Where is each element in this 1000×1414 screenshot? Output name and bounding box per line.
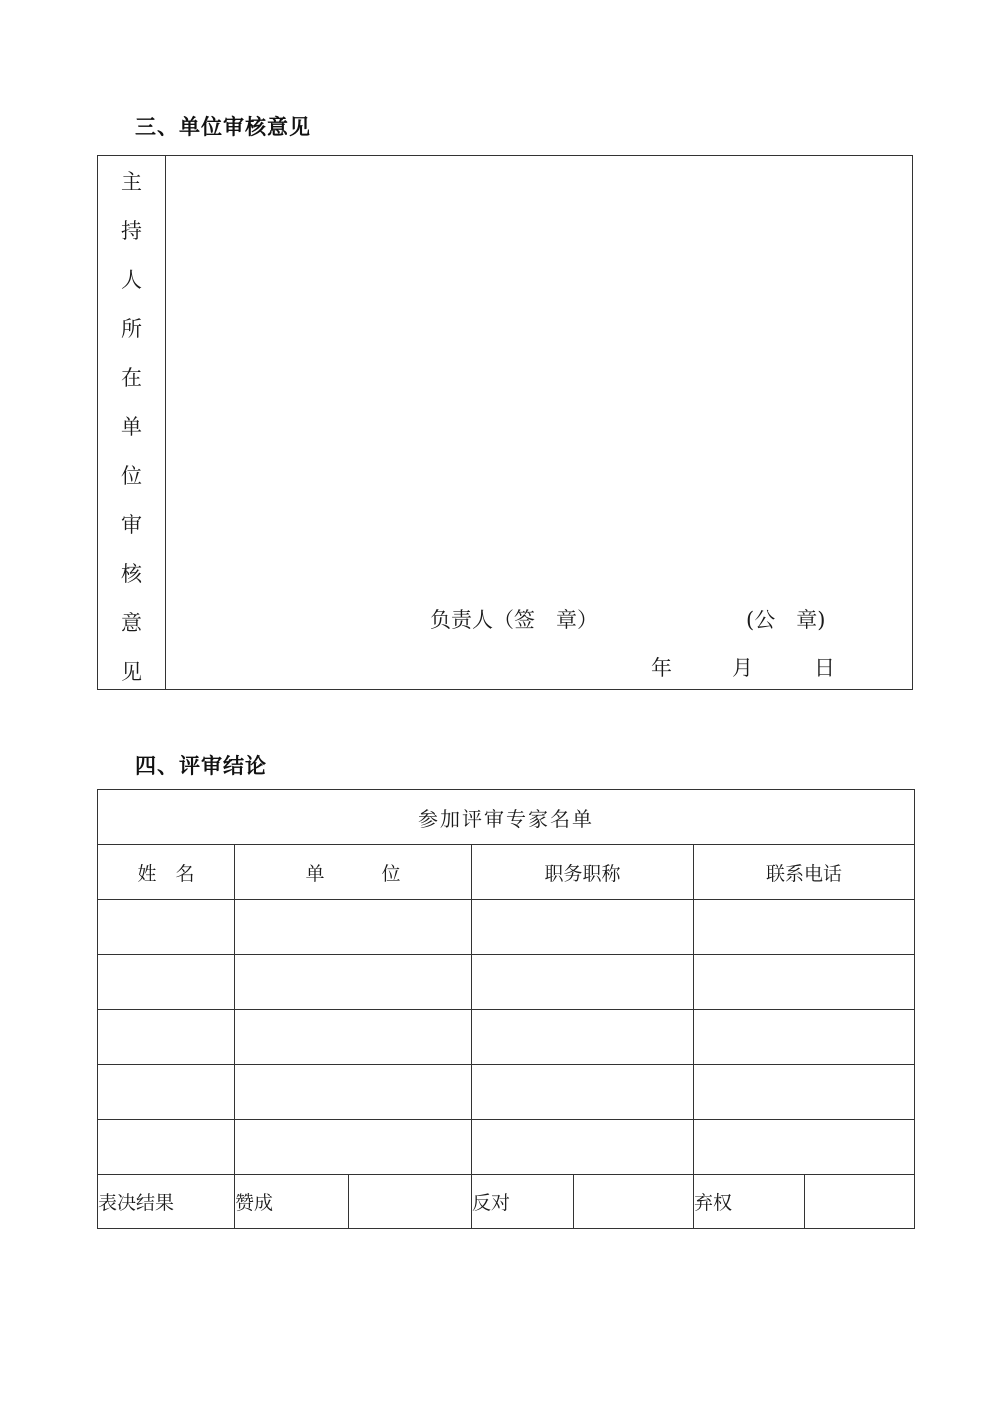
- title-cell[interactable]: [472, 955, 694, 1010]
- vertical-char: 审: [121, 513, 142, 537]
- unit-cell[interactable]: [235, 900, 472, 955]
- approve-label: 赞成: [235, 1175, 349, 1229]
- phone-cell[interactable]: [694, 955, 915, 1010]
- date-year: 年: [651, 656, 672, 680]
- vertical-char: 人: [121, 268, 142, 292]
- title-cell[interactable]: [472, 1065, 694, 1120]
- column-header-name: 姓 名: [98, 845, 235, 900]
- table-row: [98, 1120, 915, 1175]
- vertical-char: 持: [121, 219, 142, 243]
- table-row: [98, 955, 915, 1010]
- expert-list-table: [97, 789, 915, 1229]
- phone-cell[interactable]: [694, 1065, 915, 1120]
- section4-heading: 四、评审结论: [135, 754, 267, 778]
- name-cell[interactable]: [98, 955, 235, 1010]
- phone-cell[interactable]: [694, 900, 915, 955]
- vertical-char: 主: [121, 170, 142, 194]
- section3-heading: 三、单位审核意见: [135, 115, 311, 139]
- approve-count-cell[interactable]: [349, 1175, 472, 1229]
- column-header-phone: 联系电话: [694, 845, 915, 900]
- seal-label: (公 章): [746, 608, 826, 632]
- table-title: 参加评审专家名单: [98, 790, 915, 845]
- title-cell[interactable]: [472, 1010, 694, 1065]
- vertical-char: 意: [121, 611, 142, 635]
- table-row: [98, 1065, 915, 1120]
- name-cell[interactable]: [98, 900, 235, 955]
- table-row: [98, 1010, 915, 1065]
- date-month: 月: [732, 656, 753, 680]
- title-cell[interactable]: [472, 1120, 694, 1175]
- name-cell[interactable]: [98, 1120, 235, 1175]
- abstain-label: 弃权: [694, 1175, 805, 1229]
- vertical-char: 位: [121, 464, 142, 488]
- vote-label: 表决结果: [98, 1175, 235, 1229]
- vertical-label: [98, 156, 165, 689]
- unit-cell[interactable]: [235, 1120, 472, 1175]
- signature-label: 负责人（签 章）: [430, 608, 598, 632]
- unit-cell[interactable]: [235, 1065, 472, 1120]
- vertical-char: 见: [121, 660, 142, 684]
- name-cell[interactable]: [98, 1065, 235, 1120]
- column-header-title: 职务职称: [472, 845, 694, 900]
- vertical-char: 所: [121, 317, 142, 341]
- title-cell[interactable]: [472, 900, 694, 955]
- unit-cell[interactable]: [235, 955, 472, 1010]
- column-header-unit: 单 位: [235, 845, 472, 900]
- vertical-char: 核: [121, 562, 142, 586]
- oppose-count-cell[interactable]: [574, 1175, 694, 1229]
- phone-cell[interactable]: [694, 1010, 915, 1065]
- table-row: [98, 900, 915, 955]
- oppose-label: 反对: [472, 1175, 574, 1229]
- vertical-char: 在: [121, 366, 142, 390]
- abstain-count-cell[interactable]: [805, 1175, 915, 1229]
- date-day: 日: [814, 656, 835, 680]
- vertical-char: 单: [121, 415, 142, 439]
- unit-review-box: [97, 155, 913, 690]
- vote-row: [98, 1175, 915, 1229]
- name-cell[interactable]: [98, 1010, 235, 1065]
- unit-cell[interactable]: [235, 1010, 472, 1065]
- column-divider: [165, 156, 166, 689]
- phone-cell[interactable]: [694, 1120, 915, 1175]
